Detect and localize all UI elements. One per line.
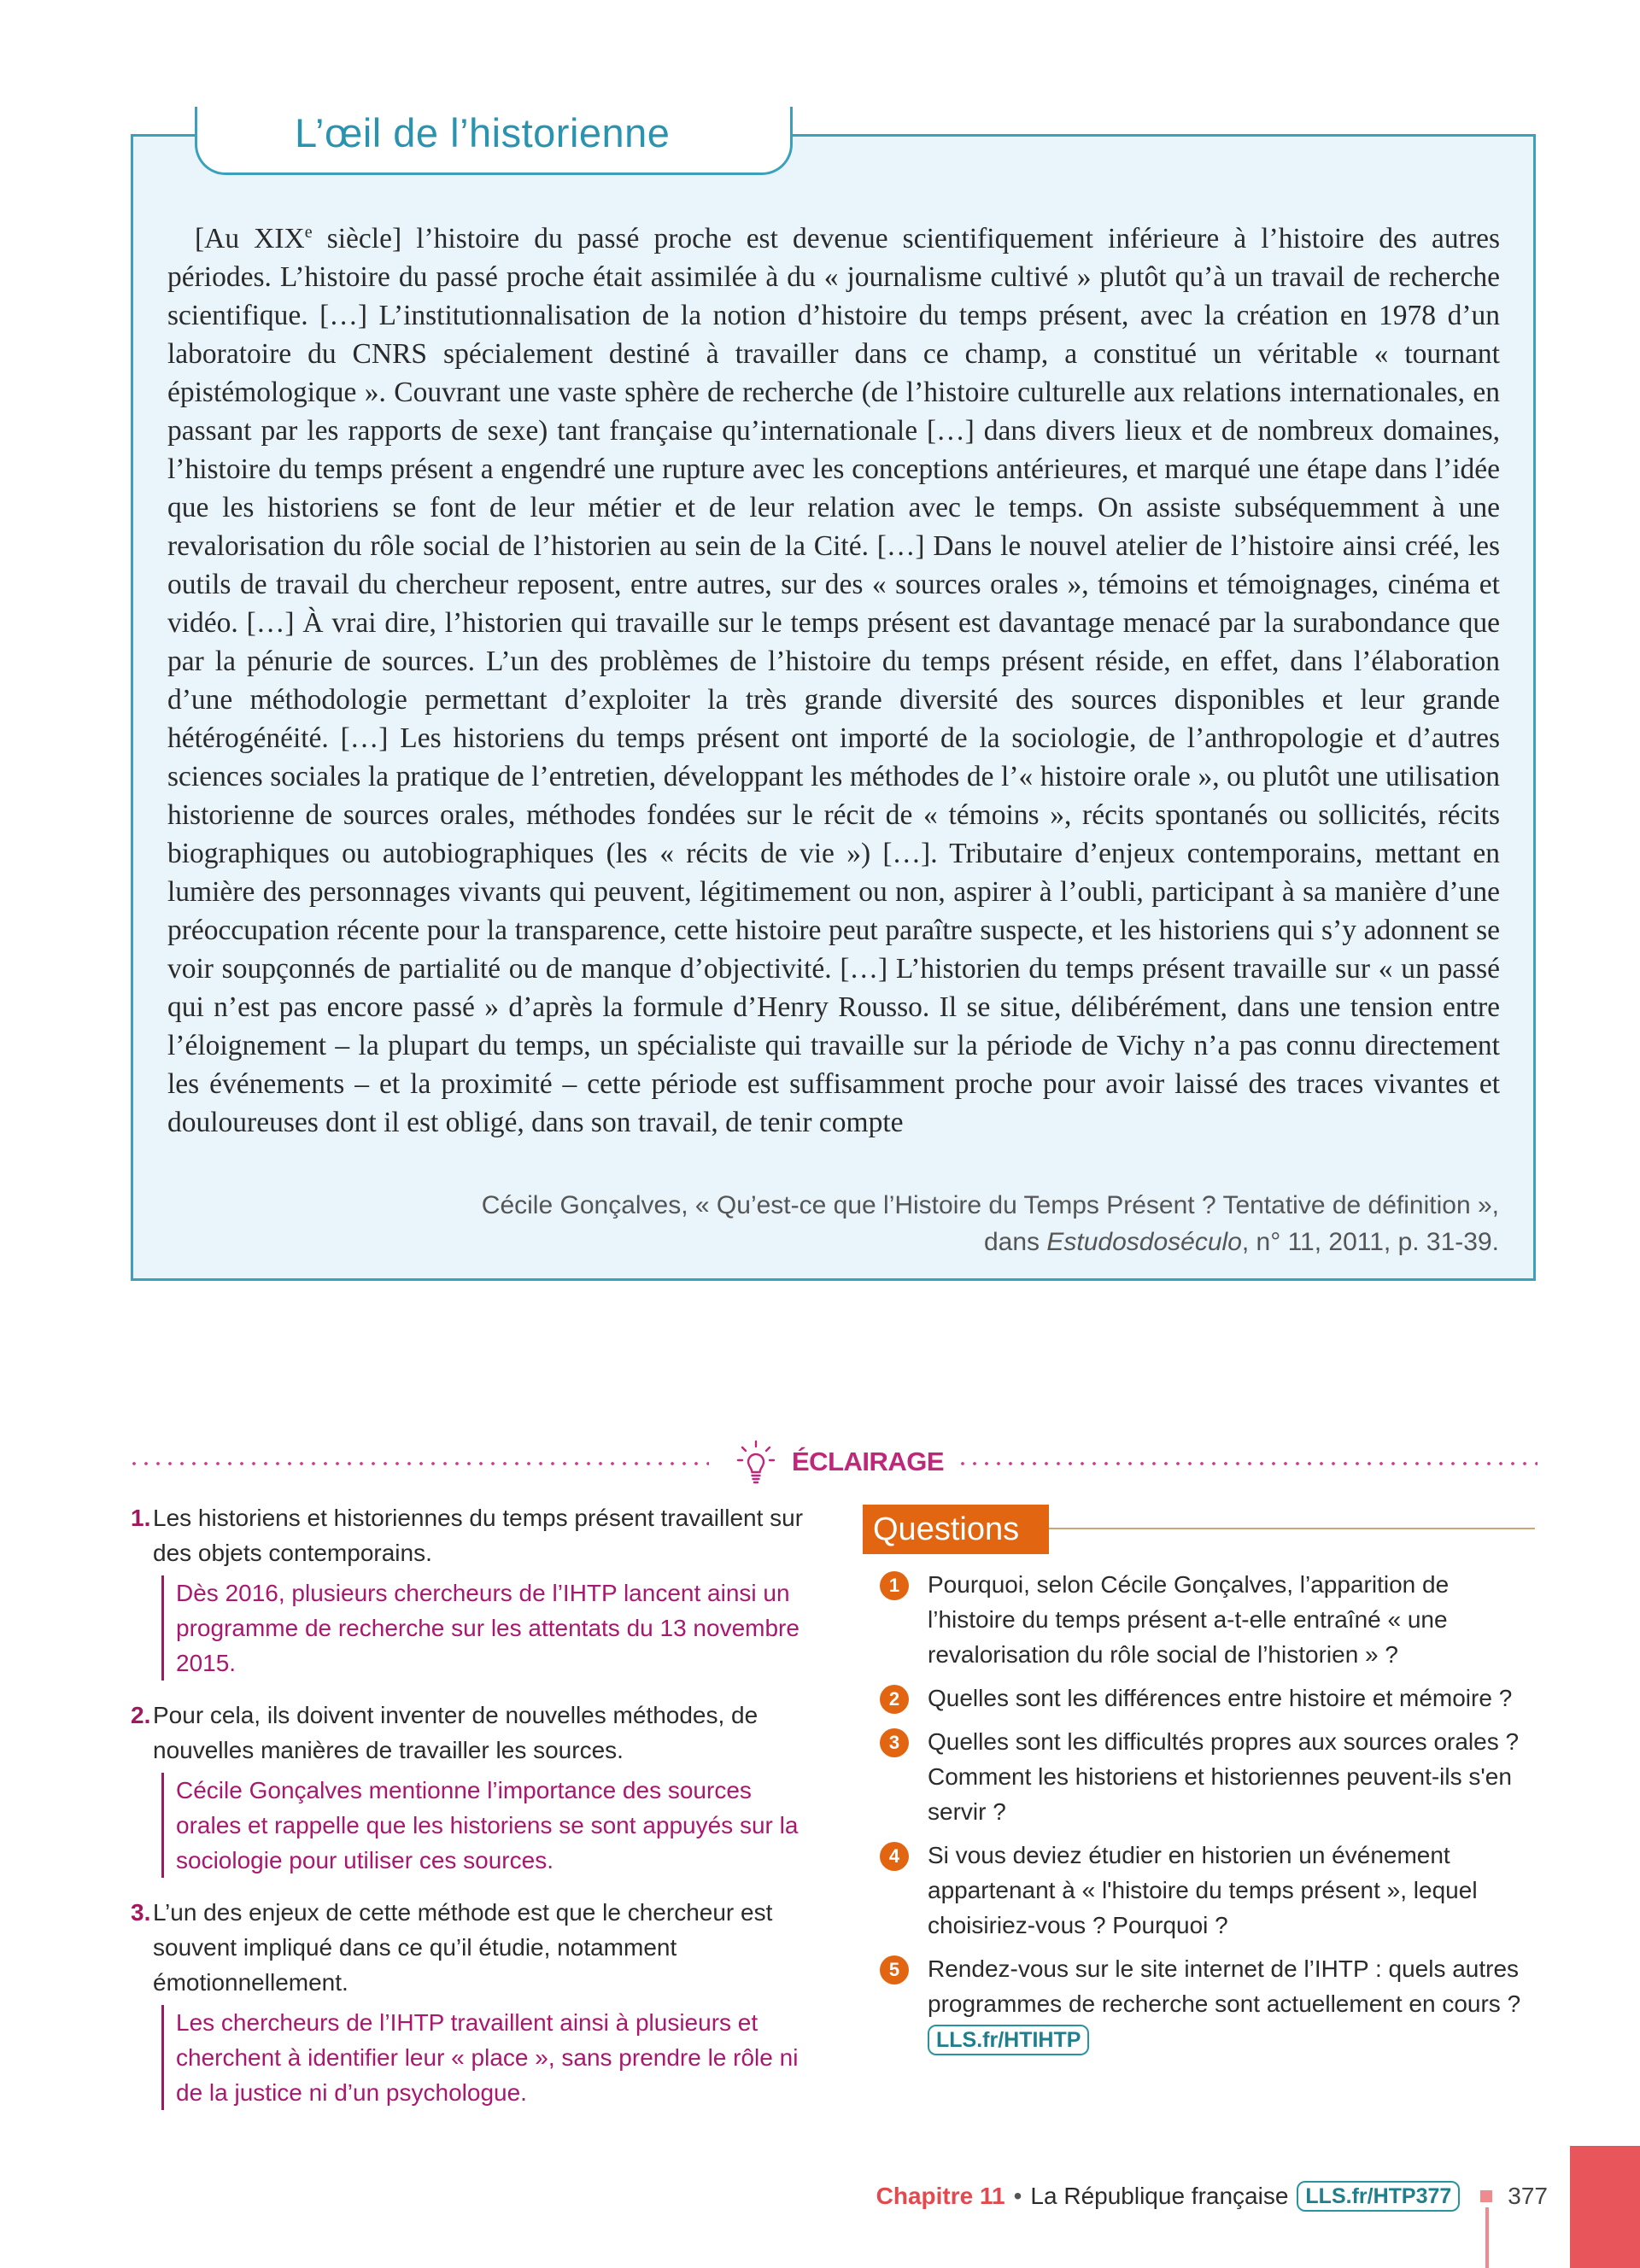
questions-heading: Questions [863,1505,1049,1554]
question-item [880,1951,1533,2056]
eclairage-note: Les chercheurs de l’IHTP travaillent ainsi à plusieurs et cherchent à identifier leur « place », sans prendre le rôle ni de la justice ni d’un psychologue. [161,2005,805,2110]
source-prefix: dans [984,1228,1047,1256]
eclairage-divider-right [957,1462,1538,1465]
eclairage-list [131,1500,805,2127]
question-number-badge: 5 [880,1955,909,1984]
quote-source [303,1187,1499,1260]
question-item [880,1681,1533,1716]
eclairage-item [131,1895,805,2110]
historian-quote [167,213,1500,1142]
question-number-badge: 1 [880,1571,909,1600]
question-number-badge: 2 [880,1685,909,1714]
quote-lead: [Au XIX [195,223,305,255]
question-item [880,1838,1533,1943]
source-line-1: Cécile Gonçalves, « Qu’est-ce que l’Histoire du Temps Présent ? Tentative de définition », [481,1191,1499,1219]
source-line-2 [303,1224,1499,1260]
page-number: 377 [1508,2183,1548,2209]
eclairage-item [131,1500,805,1681]
eclairage-number: 1. [131,1505,151,1531]
question-text: Rendez-vous sur le site internet de l’IHTP : quels autres programmes de recherche sont actuellement en cours ? [928,1955,1521,2017]
question-item [880,1724,1533,1829]
page-footer [876,2176,1548,2217]
question-text: Quelles sont les difficultés propres aux sources orales ? Comment les historiens et historiennes peuvent-ils s'en servir ? [928,1728,1520,1825]
lightbulb-icon [736,1440,776,1484]
eclairage-note: Cécile Gonçalves mentionne l’importance des sources orales et rappelle que les historiens se sont appuyés sur la sociologie pour utiliser ces sources. [161,1773,805,1878]
question-number-badge: 3 [880,1728,909,1757]
question-text: Si vous deviez étudier en historien un événement appartenant à « l'histoire du temps présent », lequel choisiriez-vous ? Pourquoi ? [928,1842,1478,1938]
eclairage-number: 3. [131,1899,151,1926]
chapter-link[interactable]: LLS.fr/HTP377 [1297,2181,1460,2212]
eclairage-statement: L’un des enjeux de cette méthode est que le chercheur est souvent impliqué dans ce qu’il étudie, notamment émotionnellement. [153,1899,773,1996]
source-journal: Estudosdoséculo [1046,1228,1242,1256]
footer-chapter-title: La République française [1030,2183,1289,2209]
quote-body: siècle] l’histoire du passé proche est devenue scientifiquement inférieure à l’histoire des autres périodes. L’histoire du passé proche était assimilée à du « journalisme cultivé » plutôt qu’à un travail de recherche scientifique. […] L’institutionnalisation de la notion d’histoire du temps présent, avec la création en 1978 d’un laboratoire du CNRS spécialement destiné à travailler dans ce champ, a constitué un véritable « tournant épistémologique ». Couvrant une vaste sphère de recherche (de l’histoire culturelle aux relations internationales, en passant par les rapports de sexe) tant française qu’internationale […] dans divers lieux et de nombreux domaines, l’histoire du temps présent a engendré une rupture avec les conceptions antérieures, et marqué une étape dans l’idée que les historiens se font de leur métier et de leur relation avec le temps. On assiste subséquemment à une revalorisation du rôle social de l’historien au sein de la Cité. […] Dans le nouvel atelier de l’histoire ainsi créé, les outils de travail du chercheur reposent, entre autres, sur des « sources orales », témoins et témoignages, cinéma et vidéo. […] À vrai dire, l’historien qui travaille sur le temps présent est davantage menacé par la surabondance que par la pénurie de sources. L’un des problèmes de l’histoire du temps présent réside, en effet, dans l’élaboration d’une méthodologie permettant d’exploiter la très grande diversité des sources disponibles et leur grande hétérogénéité. […] Les historiens du temps présent ont importé de la sociologie, de l’anthropologie et d’autres sciences sociales la pratique de l’entretien, développant les méthodes de l’« histoire orale », ou plutôt une utilisation historienne de sources orales, méthodes fondées sur le récit de « témoins », récits spontanés ou sollicités, récits biographiques ou autobiographiques (les « récits de vie ») […]. Tributaire d’enjeux contemporains, mettant en lumière des personnages vivants qui peuvent, légitimement ou non, aspirer à l’oubli, participant à sa manière d’une préoccupation récente pour la transparence, cette histoire peut paraître suspecte, et les historiens qui s’y adonnent se voir soupçonnés de partialité ou de manque d’objectivité. […] L’historien du temps présent travaille sur « un passé qui n’est pas encore passé » d’après la formule d’Henry Rousso. Il se situe, délibérément, dans une tension entre l’éloignement – la plupart du temps, un spécialiste qui travaille sur la période de Vichy n’a pas connu directement les événements – et la proximité – cette période est suffisamment proche pour avoir laissé des traces vivantes et douloureuses dont il est obligé, dans son travail, de tenir compte [167,223,1501,1139]
question-text: Quelles sont les différences entre histoire et mémoire ? [928,1685,1513,1711]
eclairage-note: Dès 2016, plusieurs chercheurs de l’IHTP lancent ainsi un programme de recherche sur les attentats du 13 novembre 2015. [161,1575,805,1681]
quote-sup: e [304,223,313,242]
source-suffix: , n° 11, 2011, p. 31-39. [1241,1228,1499,1256]
eclairage-label: ÉCLAIRAGE [792,1447,945,1476]
footer-separator: • [1013,2183,1022,2209]
eclairage-number: 2. [131,1702,151,1728]
footer-square-icon [1480,2190,1492,2202]
historian-box-title: L’œil de l’historienne [295,110,671,155]
eclairage-divider-left [128,1462,709,1465]
question-number-badge: 4 [880,1842,909,1871]
question-text: Pourquoi, selon Cécile Gonçalves, l’apparition de l’histoire du temps présent a-t-elle entraîné « une revalorisation du rôle social de l’historien » ? [928,1571,1450,1668]
eclairage-item [131,1698,805,1878]
eclairage-statement: Les historiens et historiennes du temps présent travaillent sur des objets contemporains. [153,1505,804,1566]
question-item [880,1567,1533,1672]
footer-chapter: Chapitre 11 [876,2183,1005,2209]
ihtp-link[interactable]: LLS.fr/HTIHTP [928,2025,1089,2055]
eclairage-statement: Pour cela, ils doivent inventer de nouvelles méthodes, de nouvelles manières de travailler les sources. [153,1702,758,1763]
questions-rule [1047,1528,1535,1529]
chapter-color-tab [1570,2146,1640,2268]
questions-list [880,1567,1533,2065]
